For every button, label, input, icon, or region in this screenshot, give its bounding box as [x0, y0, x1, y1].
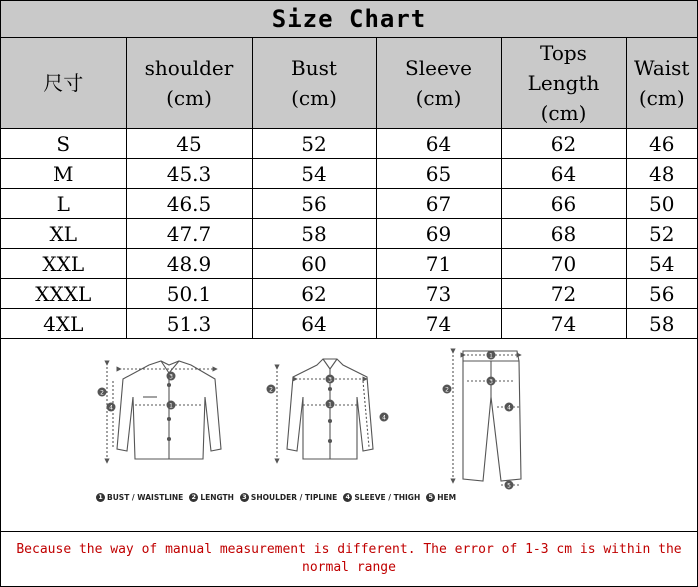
- cell-size: 4XL: [1, 309, 126, 339]
- cell-shoulder: 46.5: [126, 189, 252, 219]
- cell-shoulder: 51.3: [126, 309, 252, 339]
- legend-item-bust-waistline: [96, 493, 183, 502]
- cell-size: S: [1, 129, 126, 159]
- marker-label: 4: [109, 404, 113, 412]
- table-row: [1, 129, 697, 159]
- cell-sleeve: 64: [376, 129, 501, 159]
- cell-bust: 60: [252, 249, 376, 279]
- cell-waist: 54: [626, 249, 697, 279]
- cell-size: XXL: [1, 249, 126, 279]
- table-row: [1, 249, 697, 279]
- marker-label: 3: [328, 376, 332, 384]
- marker-label: 1: [169, 402, 173, 410]
- cell-waist: 48: [626, 159, 697, 189]
- legend-number: 3: [240, 493, 249, 502]
- shirt-diagram: [107, 361, 221, 461]
- cell-waist: 46: [626, 129, 697, 159]
- legend-label: HEM: [437, 492, 457, 502]
- cell-bust: 52: [252, 129, 376, 159]
- size-table: [1, 38, 697, 339]
- cell-tops-length: 70: [501, 249, 626, 279]
- cell-shoulder: 45: [126, 129, 252, 159]
- measurement-error-note: Because the way of manual measurement is different. The error of 1-3 cm is within the normal range: [16, 542, 682, 575]
- cell-tops-length: 66: [501, 189, 626, 219]
- legend-number: 5: [426, 493, 435, 502]
- table-row: [1, 159, 697, 189]
- legend-item-sleeve-thigh: [343, 493, 420, 502]
- cell-tops-length: 72: [501, 279, 626, 309]
- cell-waist: 50: [626, 189, 697, 219]
- table-row: [1, 189, 697, 219]
- header-tops-length: Tops Length (cm): [501, 38, 626, 129]
- jacket-diagram: [277, 359, 373, 461]
- legend-number: 4: [343, 493, 352, 502]
- legend-label: SLEEVE / THIGH: [354, 492, 421, 502]
- marker-label: 1: [489, 352, 493, 360]
- cell-sleeve: 65: [376, 159, 501, 189]
- header-bust: Bust (cm): [252, 38, 376, 129]
- cell-bust: 64: [252, 309, 376, 339]
- header-size: 尺寸: [1, 38, 126, 129]
- header-sleeve: Sleeve (cm): [376, 38, 501, 129]
- legend-number: 1: [96, 493, 105, 502]
- marker-label: 1: [328, 401, 332, 409]
- measurement-legend: [96, 490, 456, 504]
- cell-bust: 62: [252, 279, 376, 309]
- cell-sleeve: 73: [376, 279, 501, 309]
- cell-size: M: [1, 159, 126, 189]
- cell-waist: 58: [626, 309, 697, 339]
- table-row: [1, 279, 697, 309]
- legend-label: LENGTH: [200, 492, 234, 502]
- cell-size: XXXL: [1, 279, 126, 309]
- measurement-diagram-area: [1, 338, 697, 532]
- legend-item-hem: [426, 493, 456, 502]
- legend-label: SHOULDER / TIPLINE: [250, 492, 338, 502]
- cell-tops-length: 62: [501, 129, 626, 159]
- cell-shoulder: 45.3: [126, 159, 252, 189]
- marker-label: 3: [489, 378, 493, 386]
- cell-waist: 52: [626, 219, 697, 249]
- legend-item-length: [189, 493, 234, 502]
- cell-bust: 56: [252, 189, 376, 219]
- cell-shoulder: 50.1: [126, 279, 252, 309]
- marker-label: 4: [507, 404, 511, 412]
- cell-size: XL: [1, 219, 126, 249]
- marker-label: 3: [169, 373, 173, 381]
- cell-sleeve: 71: [376, 249, 501, 279]
- cell-shoulder: 48.9: [126, 249, 252, 279]
- cell-shoulder: 47.7: [126, 219, 252, 249]
- cell-sleeve: 67: [376, 189, 501, 219]
- table-row: [1, 219, 697, 249]
- chart-title: Size Chart: [1, 1, 697, 38]
- cell-tops-length: 68: [501, 219, 626, 249]
- header-waist: Waist (cm): [626, 38, 697, 129]
- cell-tops-length: 74: [501, 309, 626, 339]
- legend-label: BUST / WAISTLINE: [107, 492, 184, 502]
- cell-size: L: [1, 189, 126, 219]
- legend-item-shoulder-tipline: [240, 493, 337, 502]
- cell-bust: 54: [252, 159, 376, 189]
- cell-tops-length: 64: [501, 159, 626, 189]
- legend-number: 2: [189, 493, 198, 502]
- cell-sleeve: 69: [376, 219, 501, 249]
- cell-waist: 56: [626, 279, 697, 309]
- table-row: [1, 309, 697, 339]
- table-header-row: [1, 38, 697, 129]
- header-shoulder: shoulder (cm): [126, 38, 252, 129]
- cell-bust: 58: [252, 219, 376, 249]
- marker-label: 4: [382, 414, 386, 422]
- cell-sleeve: 74: [376, 309, 501, 339]
- marker-label: 2: [269, 386, 273, 394]
- marker-label: 2: [100, 389, 104, 397]
- pants-diagram: [453, 351, 521, 485]
- marker-label: 2: [445, 386, 449, 394]
- marker-label: 5: [507, 482, 511, 490]
